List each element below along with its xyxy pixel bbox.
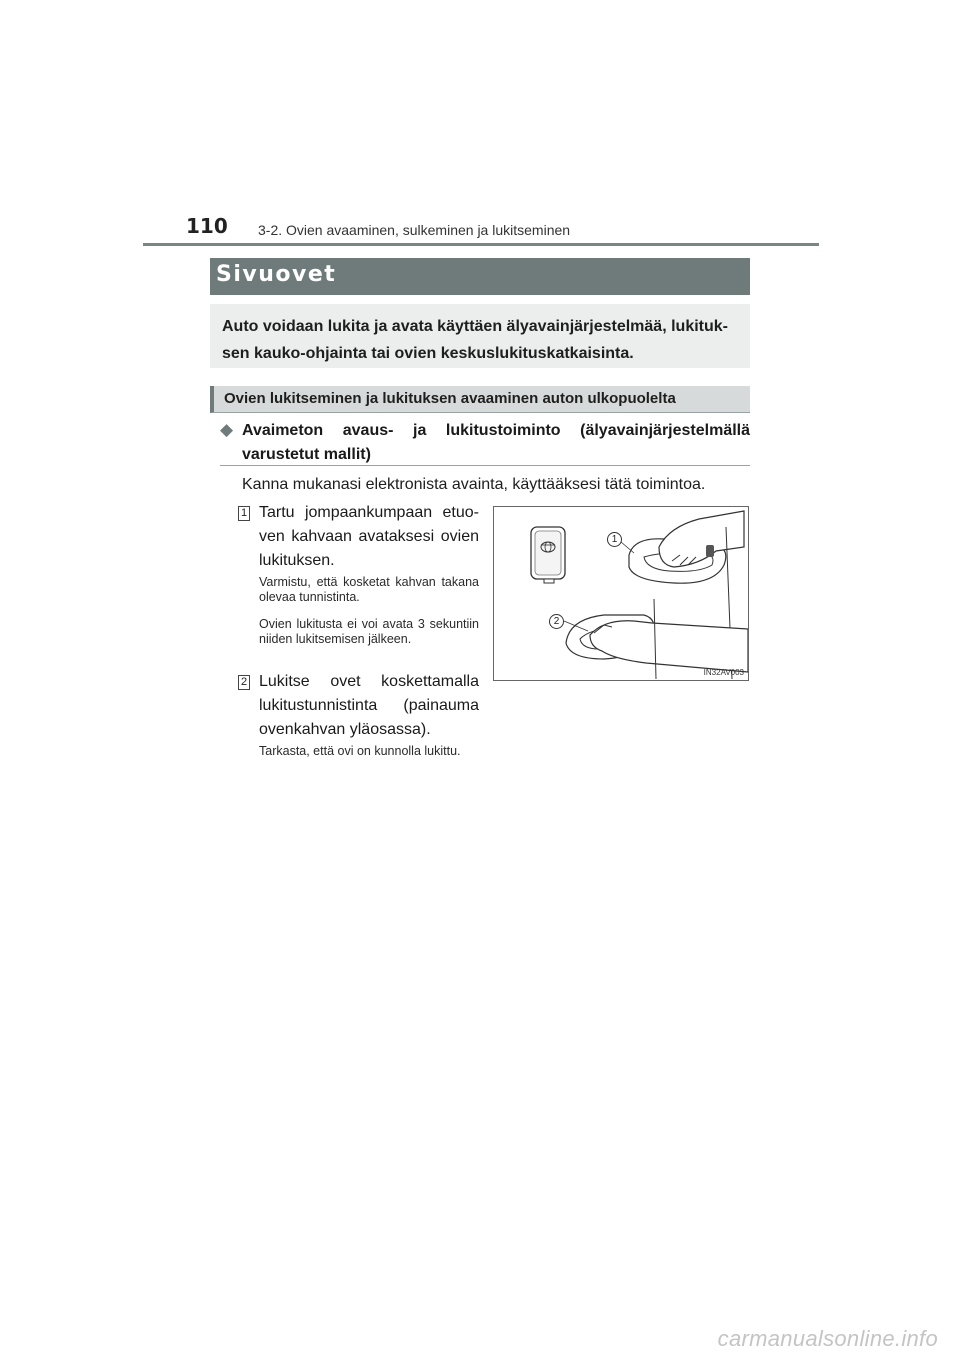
section-title: Sivuovet (216, 262, 337, 287)
watermark: carmanualsonline.info (717, 1326, 938, 1351)
step-1-number: 1 (238, 506, 250, 521)
door-handle-lower-icon (566, 599, 748, 679)
step-1-note-2: Ovien lukitusta ei voi avata 3 sekuntiin niiden lukitsemisen jälkeen. (259, 617, 479, 646)
subsection-title: Ovien lukitseminen ja lukituksen avaaminen auton ulkopuolelta (224, 390, 676, 407)
callout-1-leader (621, 542, 634, 553)
feature-title: Avaimeton avaus- ja lukitustoiminto (älyavainjärjestelmällä varustetut mallit) (242, 422, 750, 463)
step-1-text: Tartu jompaankumpaan etuoven kahvaan avataksesi ovien lukituksen. (259, 504, 479, 569)
section-banner (210, 258, 750, 295)
step-2-number: 2 (238, 675, 250, 690)
page-number: 110 (186, 214, 228, 238)
smart-key-fob-icon (531, 527, 565, 583)
figure-code: IN32AV003 (703, 668, 744, 677)
intro-line-2: sen kauko-ohjainta tai ovien keskuslukituskatkaisinta. (222, 345, 634, 362)
feature-divider (220, 465, 750, 466)
illustration-drawing (494, 507, 748, 680)
chapter-title: 3-2. Ovien avaaminen, sulkeminen ja lukitseminen (258, 222, 571, 238)
callout-1-label: 1 (607, 532, 622, 547)
illustration-figure (493, 506, 749, 681)
diamond-bullet-icon: ◆ (220, 420, 234, 439)
step-1-note-1: Varmistu, että kosketat kahvan takana olevaa tunnistinta. (259, 575, 479, 604)
step-2-text: Lukitse ovet koskettamalla lukitustunnistinta (painauma ovenkahvan yläosassa). (259, 673, 479, 738)
subsection-bar (210, 386, 750, 413)
header-divider (143, 243, 819, 246)
step-2-note-1: Tarkasta, että ovi on kunnolla lukittu. (259, 744, 461, 758)
callout-2-label: 2 (549, 614, 564, 629)
intro-box (210, 304, 750, 368)
lead-text: Kanna mukanasi elektronista avainta, käyttääksesi tätä toimintoa. (242, 476, 706, 493)
intro-line-1: Auto voidaan lukita ja avata käyttäen älyavainjärjestelmää, lukituk- (222, 318, 728, 335)
